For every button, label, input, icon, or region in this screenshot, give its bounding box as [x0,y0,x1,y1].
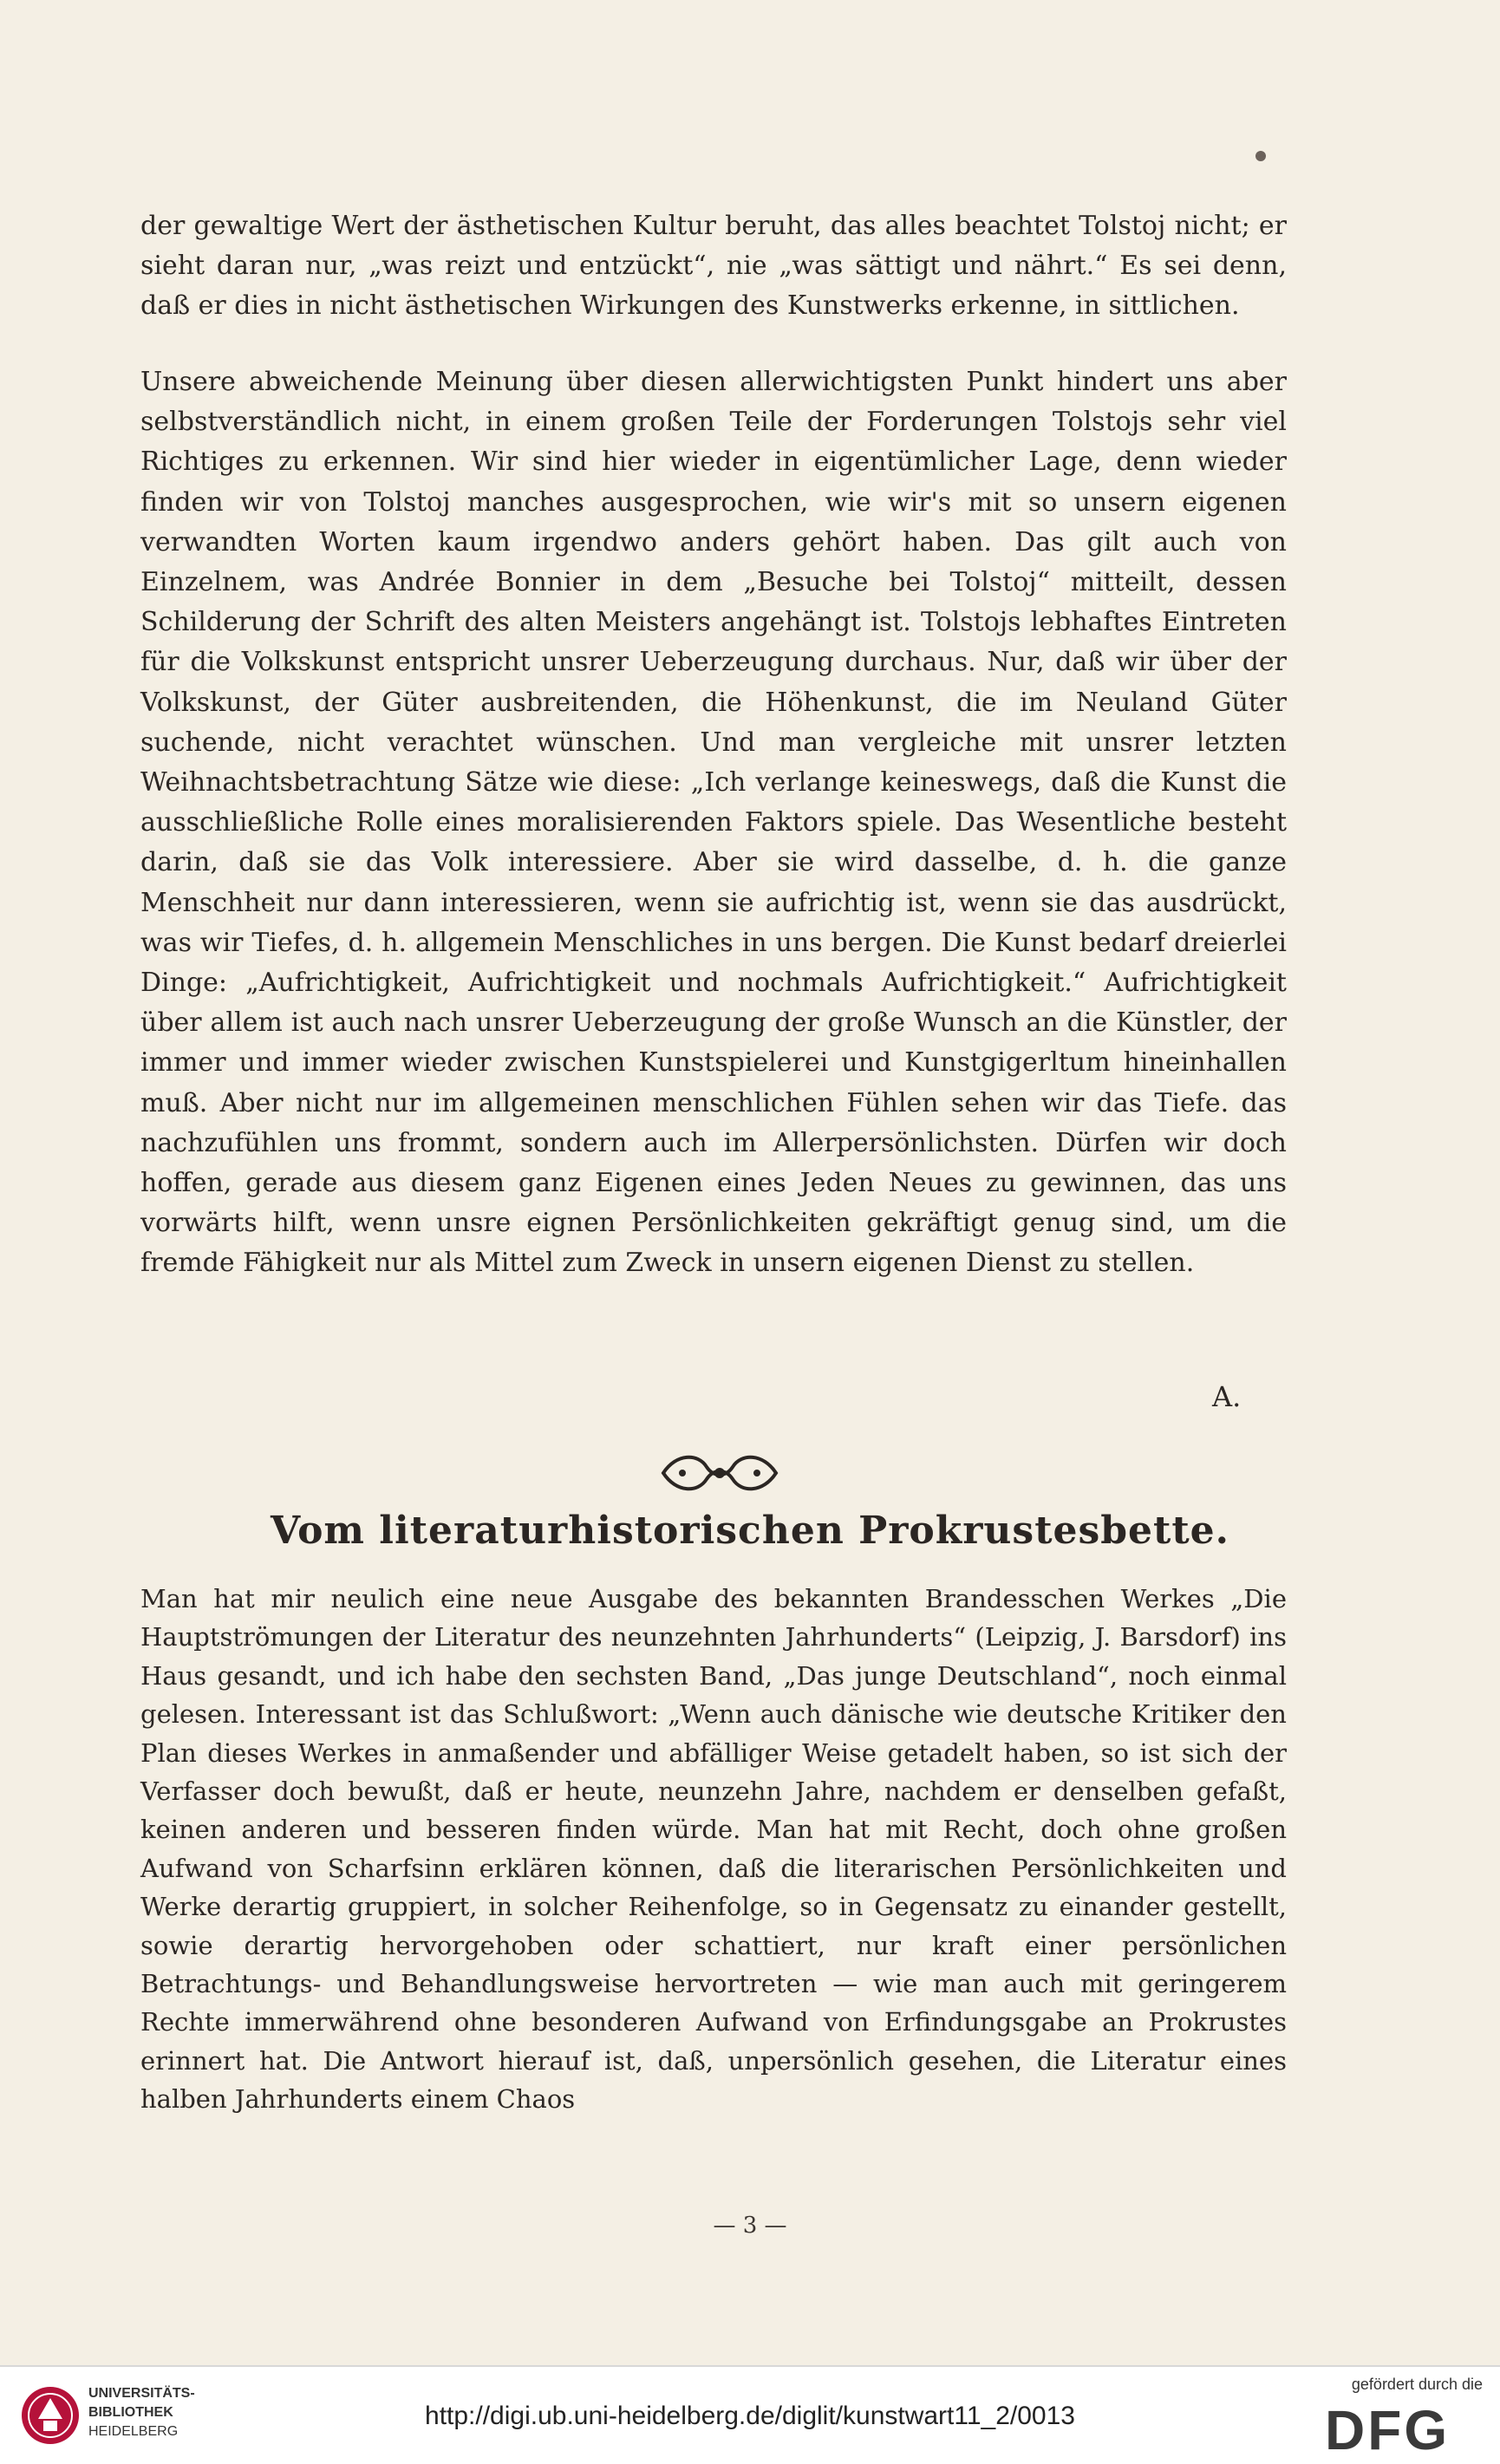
university-seal-icon [19,2384,82,2447]
signature-initial: A. [1212,1380,1242,1413]
library-name-line3: HEIDELBERG [88,2424,179,2439]
paragraph-1: der gewaltige Wert der ästhetischen Kultur beruht, das alles beachtet Tolstoj nicht; er sieht daran nur, „was reizt und entzückt“, nie „was sättigt und nährt.“ Es sei denn, daß er dies in nicht ästhetischen Wirkungen des Kunstwerks erkenne, in sittlichen. [140,211,1287,322]
ink-speck [1255,151,1266,161]
paragraph-2: Unsere abweichende Meinung über diesen allerwichtigsten Punkt hindert uns aber selbstverständlich nicht, in einem großen Teile der Forderungen Tolstojs sehr viel Richtiges zu erkennen. Wir sind hier wieder in eigentümlicher Lage, denn wieder finden wir von Tolstoj manches ausgesprochen, wie wir's mit so unsern eigenen verwandten Worten kaum irgendwo anders gehört haben. Das gilt auch von Einzelnem, was Andrée Bonnier in dem „Besuche bei Tolstoj“ mitteilt, dessen Schilderung der Schrift des alten Meisters angehängt ist. Tolstojs lebhaftes Eintreten für die Volkskunst entspricht unsrer Ueberzeugung durchaus. Nur, daß wir über der Volkskunst, der Güter ausbreitenden, die Höhenkunst, die im Neuland Güter suchende, nicht verachtet wünschen. Und man vergleiche mit unsrer letzten Weihnachtsbetrachtung Sätze wie diese: „Ich verlange keineswegs, daß die Kunst die ausschließliche Rolle eines moralisierenden Faktors spiele. Das Wesentliche besteht darin, daß sie das Volk interessiere. Aber sie wird dasselbe, d. h. die ganze Menschheit nur dann interessieren, wenn sie aufrichtig ist, wenn sie das ausdrückt, was wir Tiefes, d. h. allgemein Menschliches in uns bergen. Die Kunst bedarf dreierlei Dinge: „Aufrichtigkeit, Aufrichtigkeit und nochmals Aufrichtigkeit.“ Aufrichtigkeit über allem ist auch nach unsrer Ueberzeugung der große Wunsch an die Künstler, der immer und immer wieder zwischen Kunstspielerei und Kunstgigerltum hineinhallen muß. Aber nicht nur im allgemeinen menschlichen Fühlen sehen wir das Tiefe. das nachzufühlen uns frommt, sondern auch im Allerpersönlichsten. Dürfen wir doch hoffen, gerade aus diesem ganz Eigenen eines Jeden Neues zu gewinnen, das uns vorwärts hilft, wenn unsre eignen Persönlichkeiten gekräftigt genug sind, um die fremde Fähigkeit nur als Mittel zum Zweck in unsern eigenen Dienst zu stellen. [140,367,1287,1279]
digitization-footer [0,2365,1500,2464]
ornament-divider [655,1448,785,1498]
library-name-line1: UNIVERSITÄTS- [88,2386,195,2401]
funding-note: gefördert durch die [1351,2376,1483,2393]
section-heading: Vom literaturhistorischen Prokrustesbette. [270,1509,1229,1553]
page-number: — 3 — [713,2213,787,2239]
library-name [88,2384,195,2441]
dfg-logo: DFG [1325,2399,1451,2461]
library-name-line2: BIBLIOTHEK [88,2405,173,2420]
source-url-link[interactable]: http://digi.ub.uni-heidelberg.de/diglit/kunstwart11_2/0013 [425,2402,1075,2430]
paragraph-3: Man hat mir neulich eine neue Ausgabe des bekannten Brandesschen Werkes „Die Hauptströmungen der Literatur des neunzehnten Jahrhunderts“ (Leipzig, J. Barsdorf) ins Haus gesandt, und ich habe den sechsten Band, „Das junge Deutschland“, noch einmal gelesen. Interessant ist das Schlußwort: „Wenn auch dänische wie deutsche Kritiker den Plan dieses Werkes in anmaßender und abfälliger Weise getadelt haben, so ist sich der Verfasser doch bewußt, daß er heute, neunzehn Jahre, nachdem er denselben gefaßt, keinen anderen und besseren finden würde. Man hat mit Recht, doch ohne großen Aufwand von Scharfsinn erklären können, daß die literarischen Persönlichkeiten und Werke derartig gruppiert, in solcher Reihenfolge, so in Gegensatz zu einander gestellt, sowie derartig hervorgehoben oder schattiert, nur kraft einer persönlichen Betrachtungs- und Behandlungsweise hervortreten — wie man auch mit geringerem Rechte immerwährend ohne besonderen Aufwand von Erfindungsgabe an Prokrustes erinnert hat. Die Antwort hierauf ist, daß, unpersönlich gesehen, die Literatur eines halben Jahrhunderts einem Chaos [140,1584,1287,2115]
